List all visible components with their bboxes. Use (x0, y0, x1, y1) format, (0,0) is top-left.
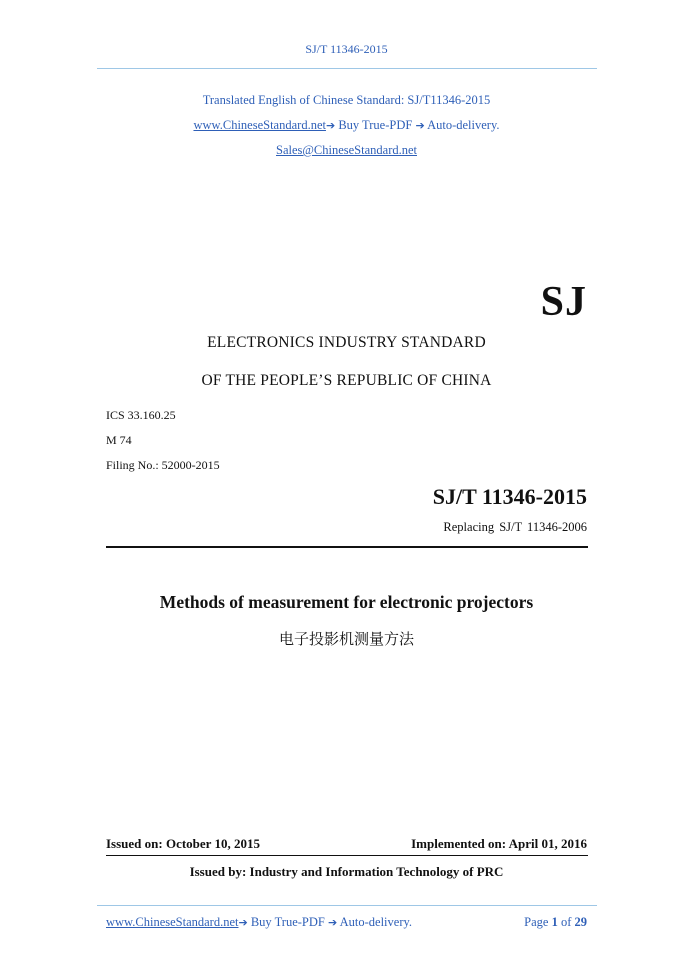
page-total: 29 (574, 915, 587, 929)
header-standard-code: SJ/T 11346-2015 (305, 42, 388, 56)
footer-buy-text: Buy True-PDF (247, 915, 328, 929)
promo-delivery-text: Auto-delivery. (424, 118, 500, 132)
page-label: Page (524, 915, 549, 929)
promo-site-link[interactable]: www.ChineseStandard.net (193, 118, 326, 132)
promo-email-line (0, 143, 693, 158)
standard-type-title: ELECTRONICS INDUSTRY STANDARD (207, 334, 486, 351)
footer-buy-line (106, 915, 412, 930)
page-of: of (560, 915, 572, 929)
arrow-right-icon: ➔ (415, 119, 425, 132)
dates-divider (106, 855, 588, 856)
header-divider (97, 68, 597, 69)
page-current: 1 (551, 915, 558, 929)
filing-number: Filing No.: 52000-2015 (106, 458, 220, 472)
footer-delivery-text: Auto-delivery. (337, 915, 413, 929)
arrow-right-icon: ➔ (238, 916, 248, 929)
footer-divider (97, 905, 597, 906)
page-indicator (524, 915, 587, 930)
footer-site-link[interactable]: www.ChineseStandard.net (106, 915, 239, 929)
category-code: M 74 (106, 433, 132, 447)
title-divider (106, 546, 588, 548)
document-title: Methods of measurement for electronic projectors (159, 592, 534, 612)
ics-code: ICS 33.160.25 (106, 408, 176, 422)
promo-buy-line (0, 118, 693, 133)
document-title-chinese: 电子投影机测量方法 (278, 630, 414, 648)
issued-date: Issued on: October 10, 2015 (106, 836, 260, 851)
standard-abbreviation: SJ (540, 279, 587, 325)
replacing-note: Replacing SJ/T 11346-2006 (443, 520, 587, 534)
arrow-right-icon: ➔ (325, 119, 336, 132)
standard-country-title: OF THE PEOPLE’S REPUBLIC OF CHINA (201, 372, 492, 389)
promo-translation-line: Translated English of Chinese Standard: SJ/T11346-2015 (202, 93, 491, 107)
standard-number: SJ/T 11346-2015 (432, 484, 587, 509)
implemented-date: Implemented on: April 01, 2016 (411, 836, 587, 851)
issuing-authority: Issued by: Industry and Information Technology of PRC (189, 864, 504, 879)
promo-buy-text: Buy True-PDF (335, 118, 416, 132)
arrow-right-icon: ➔ (327, 916, 338, 929)
promo-email-link[interactable]: Sales@ChineseStandard.net (276, 143, 417, 157)
